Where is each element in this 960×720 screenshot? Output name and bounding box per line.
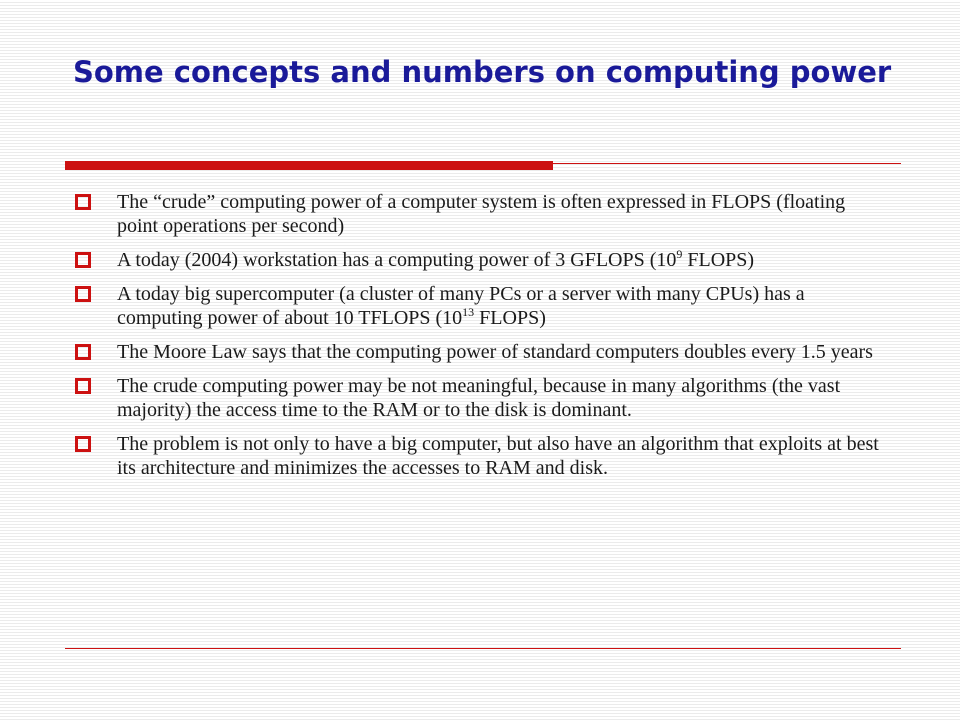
bullet-text-part: FLOPS) [474, 307, 546, 329]
bullet-item [75, 282, 890, 330]
square-bullet-icon [75, 436, 91, 452]
square-bullet-icon [75, 378, 91, 394]
bullet-text [117, 248, 890, 272]
bullet-text: The crude computing power may be not meaningful, because in many algorithms (the vast majority) the access time to the RAM or to the disk is dominant. [117, 375, 841, 421]
bullet-list [75, 190, 890, 490]
bullet-text [117, 282, 890, 330]
footer-divider [65, 648, 901, 649]
bullet-item [75, 432, 890, 480]
square-bullet-icon [75, 344, 91, 360]
bullet-text: The Moore Law says that the computing power of standard computers doubles every 1.5 years [117, 341, 873, 363]
square-bullet-icon [75, 194, 91, 210]
square-bullet-icon [75, 286, 91, 302]
exponent: 9 [676, 247, 683, 261]
bullet-text: The problem is not only to have a big computer, but also have an algorithm that exploits at best its architecture and minimizes the accesses to RAM and disk. [117, 433, 879, 479]
bullet-text: The “crude” computing power of a computer system is often expressed in FLOPS (floating point operations per second) [117, 191, 846, 237]
slide-title: Some concepts and numbers on computing power [73, 55, 892, 89]
bullet-item [75, 190, 890, 238]
title-underline-thin [553, 163, 901, 164]
title-underline-thick [65, 161, 553, 170]
square-bullet-icon [75, 252, 91, 268]
bullet-item [75, 340, 890, 364]
bullet-item [75, 248, 890, 272]
bullet-text-part: FLOPS) [682, 249, 755, 271]
bullet-item [75, 374, 890, 422]
bullet-text-part: A today big supercomputer (a cluster of many PCs or a server with many CPUs) has a computing power of about 10 TFLOPS (10 [117, 283, 805, 329]
exponent: 13 [462, 305, 475, 319]
bullet-text-part: A today (2004) workstation has a computing power of 3 GFLOPS (10 [117, 249, 677, 271]
